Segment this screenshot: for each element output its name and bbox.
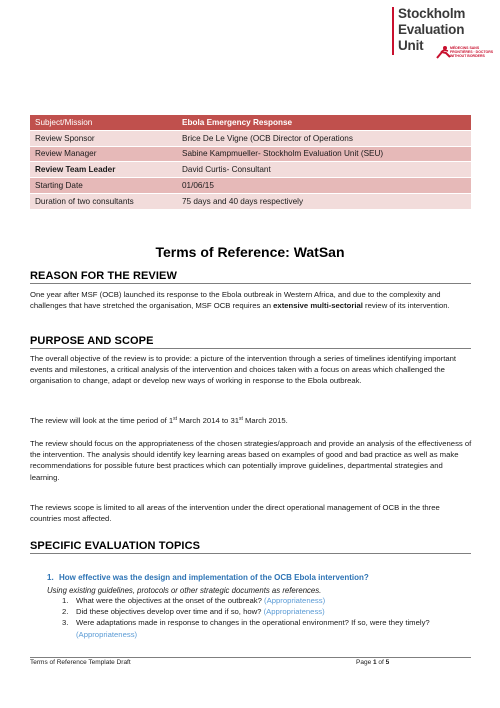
list-item (62, 617, 472, 639)
purpose-paragraph-1: The overall objective of the review is to provide: a picture of the intervention through a series of timelines identifying important events and milestones, a critical analysis of the intervention and choices taken with a focus on areas which challenged the organisation to change, adapt or develop new ways of working in response to the Ebola outbreak. (30, 354, 457, 386)
page-current: 1 (373, 659, 377, 666)
seu-logo (392, 5, 498, 67)
page-total: 5 (385, 659, 390, 666)
logo-word-unit: Unit (398, 38, 424, 53)
table-label: Review Manager (30, 146, 177, 162)
table-value: Brice De Le Vigne (OCB Director of Operations (177, 130, 471, 146)
question-text: How effective was the design and implementation of the OCB Ebola intervention? (59, 573, 369, 582)
table-row-team-leader (30, 162, 471, 178)
table-value: Ebola Emergency Response (177, 115, 471, 130)
footer-page-number (356, 659, 389, 666)
logo-accent-bar (392, 7, 394, 55)
list-number: 2. (62, 607, 69, 617)
reason-text-bold: extensive multi-sectorial (273, 301, 363, 311)
logo-word-stockholm: Stockholm (398, 6, 466, 21)
table-label: Subject/Mission (30, 115, 177, 130)
period-text-c: March 2015. (242, 416, 288, 425)
table-row-duration (30, 193, 471, 209)
period-sup-1: st (173, 416, 178, 422)
list-text: Did these objectives develop over time and if so, how? (76, 607, 264, 617)
list-text: What were the objectives at the onset of the outbreak? (76, 596, 265, 605)
table-label: Starting Date (30, 178, 177, 194)
list-text: Were adaptations made in response to changes in the operational environment? If so, were they timely? (76, 618, 430, 628)
topic-question-1 (47, 573, 369, 582)
section-heading-reason: REASON FOR THE REVIEW (30, 270, 471, 284)
table-value: David Curtis- Consultant (177, 162, 471, 178)
period-text-a: The review will look at the time period of 1 (30, 416, 174, 425)
page-of: of (376, 659, 386, 666)
table-row-start-date (30, 178, 471, 194)
document-title: Terms of Reference: WatSan (155, 244, 345, 260)
reason-text-start: One year after MSF (OCB) launched its response to the Ebola outbreak in Western Africa, and due to the complexity and challenges that have stretched the organisation, MSF OCB requires an (30, 290, 441, 311)
reason-paragraph (30, 289, 472, 311)
list-item (62, 595, 472, 606)
table-label: Duration of two consultants (30, 193, 177, 209)
purpose-paragraph-3: The review should focus on the appropriateness of the chosen strategies/approach and provide an analysis of the effectiveness of the intervention. The analysis should identify key learning areas based on examples of good and bad practice as well as make recommendations for possible future best practices which can potentially improve guidelines, departmental strategies and learning. (30, 439, 472, 482)
criteria-tag: (Appropriateness) (264, 596, 326, 605)
period-sup-2: st (239, 416, 243, 422)
list-number: 1. (62, 596, 69, 605)
footer-doc-name: Terms of Reference Template Draft (30, 659, 131, 666)
table-label: Review Team Leader (30, 162, 177, 178)
page-prefix: Page (356, 659, 373, 666)
review-info-table (30, 115, 471, 210)
question-number: 1. (47, 573, 54, 582)
period-text-b: March 2014 to 31 (177, 416, 239, 425)
table-label: Review Sponsor (30, 130, 177, 146)
table-value: 75 days and 40 days respectively (177, 193, 471, 209)
table-row-subject (30, 115, 471, 130)
logo-word-evaluation: Evaluation (398, 22, 465, 37)
footer-divider (30, 657, 471, 658)
reason-text-end: review of its intervention. (362, 301, 450, 311)
purpose-paragraph-4: The reviews scope is limited to all areas of the intervention under the direct operational management of OCB in the three countries most affected. (30, 503, 440, 524)
table-value: 01/06/15 (177, 178, 471, 194)
section-heading-topics: SPECIFIC EVALUATION TOPICS (30, 540, 471, 554)
table-value: Sabine Kampmueller- Stockholm Evaluation Unit (SEU) (177, 146, 471, 162)
topic-question-1-note: Using existing guidelines, protocols or other strategic documents as references. (47, 586, 322, 595)
table-row-manager (30, 146, 471, 162)
purpose-paragraph-2 (30, 415, 472, 426)
sub-question-list (62, 595, 472, 640)
criteria-tag: (Appropriateness) (76, 629, 138, 639)
criteria-tag: (Appropriateness) (263, 607, 325, 617)
list-number: 3. (62, 618, 69, 628)
msf-org-text: MÉDECINS SANS FRONTIÈRES · DOCTORS WITHOUT BORDERS (450, 46, 494, 58)
list-item (62, 606, 472, 617)
section-heading-purpose: PURPOSE AND SCOPE (30, 335, 471, 349)
table-row-sponsor (30, 130, 471, 146)
